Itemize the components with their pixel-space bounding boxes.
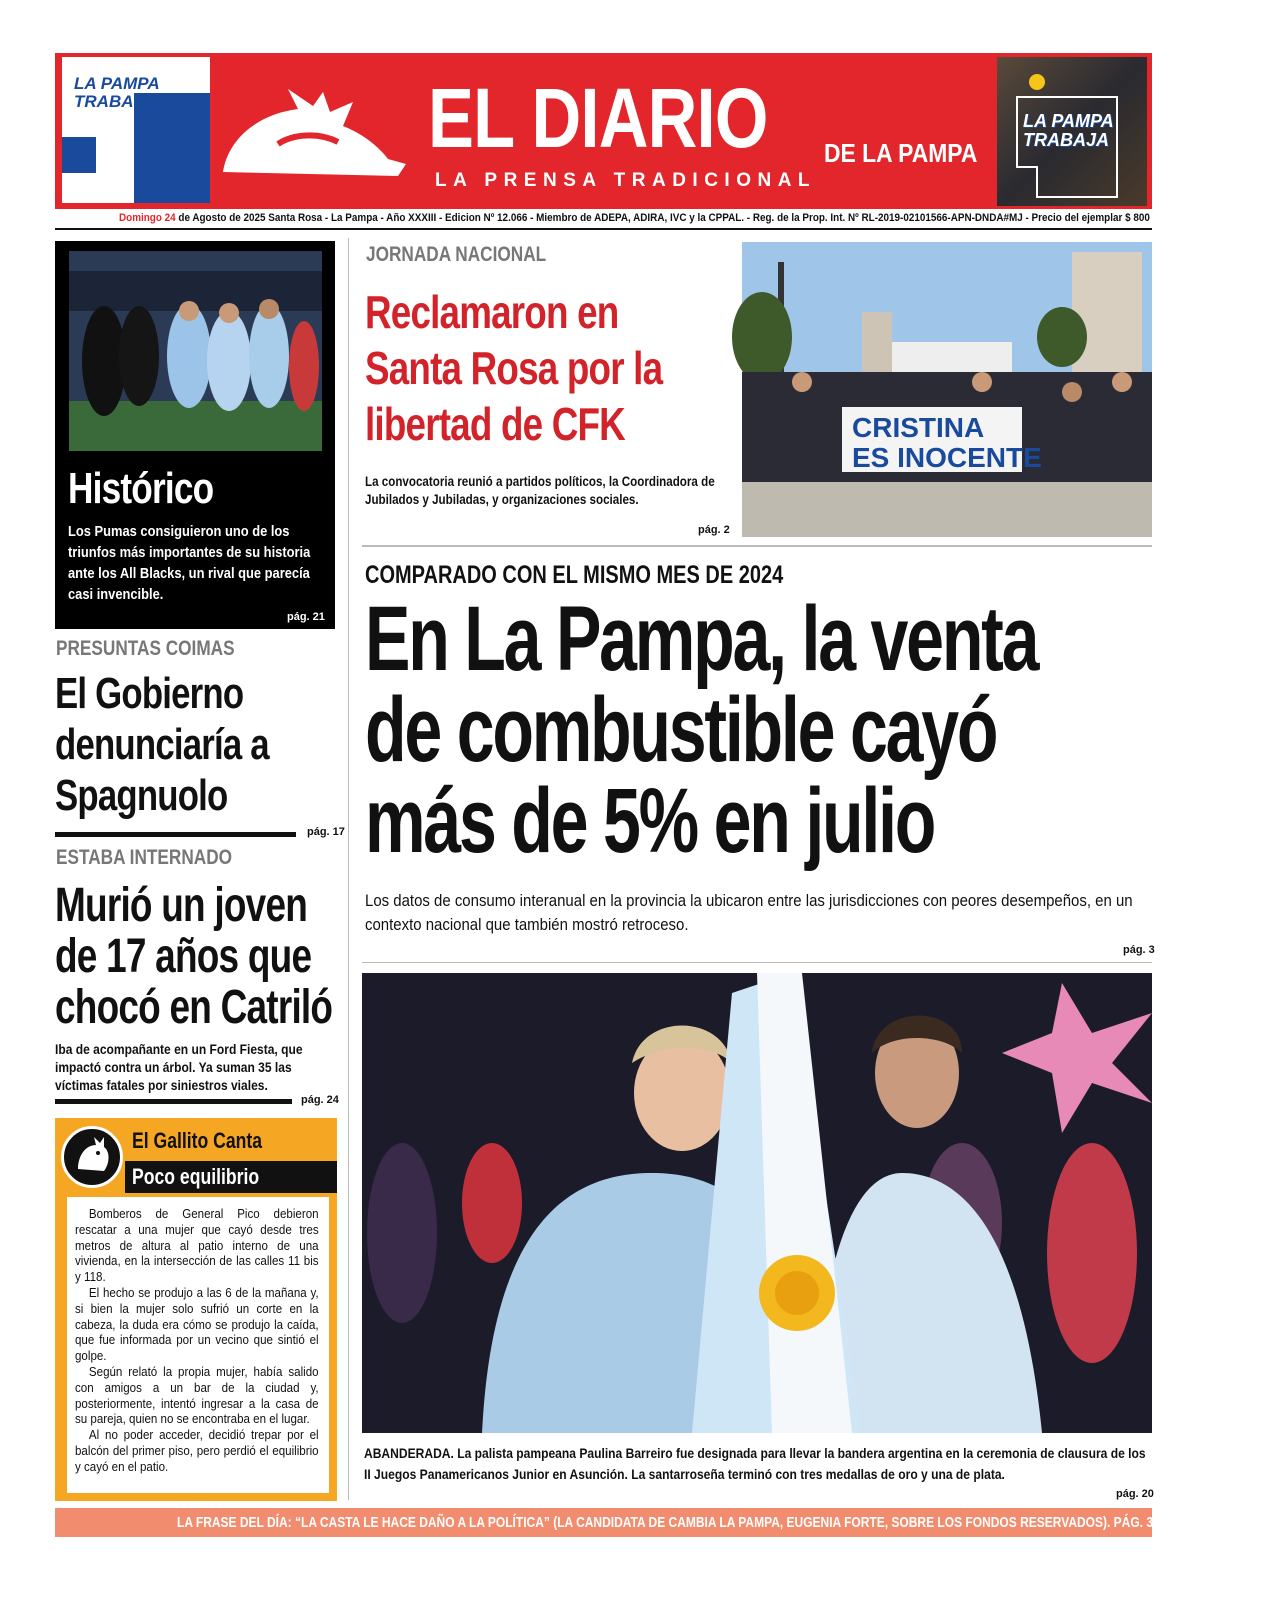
gallito-rooster-glyph xyxy=(64,1129,120,1185)
main-headline[interactable]: En La Pampa, la venta de combustible cayó más de 5% en julio xyxy=(365,588,1038,872)
frase-del-dia[interactable] xyxy=(55,1513,1152,1533)
section-divider xyxy=(362,962,1152,963)
gallito-subtitle[interactable]: Poco equilibrio xyxy=(132,1164,260,1189)
ad-right-line1: LA PAMPA xyxy=(1023,111,1114,131)
column-divider xyxy=(348,238,349,1500)
coimas-divider xyxy=(55,832,296,837)
photo-page: pág. 20 xyxy=(1116,1488,1154,1500)
cfk-text: La convocatoria reunió a partidos políticos, la Coordinadora de Jubilados y Jubiladas, y organizaciones sociales. xyxy=(365,474,715,507)
rugby-photo[interactable] xyxy=(69,251,322,451)
section-divider xyxy=(362,545,1152,547)
cfk-banner-line1: CRISTINA xyxy=(852,412,985,443)
internado-title[interactable]: Murió un joven de 17 años que chocó en Catriló xyxy=(55,879,333,1034)
flag-bearer-photo[interactable] xyxy=(362,973,1152,1433)
gallito-paragraph: El hecho se produjo a las 6 de la mañana y, si bien la mujer solo sufrió un corte en la cabeza, la duda era cómo se produjo la caída, que fue informada por un vecino que sintió el golpe. xyxy=(75,1284,319,1364)
ad-right-line2: TRABAJA xyxy=(1023,130,1110,150)
cfk-kicker: JORNADA NACIONAL xyxy=(366,243,547,266)
gallito-paragraph: Según relató la propia mujer, había salido con amigos a un bar de la ciudad y, posteriormente, intentó ingresar a la casa de su pareja, quien no se encontraba en el lugar. xyxy=(75,1363,319,1427)
province-shape-notch xyxy=(62,137,96,173)
gallito-paragraph: Al no poder acceder, decidió trepar por el balcón del primer piso, pero perdió el equilibrio y cayó en el patio. xyxy=(75,1427,319,1474)
gallito-label: El Gallito Canta xyxy=(132,1128,263,1153)
main-page: pág. 3 xyxy=(1123,944,1155,956)
ad-right-label xyxy=(1023,112,1114,150)
dateline-rest: de Agosto de 2025 Santa Rosa - La Pampa - Año XXXIII - Edicion Nº 12.066 - Miembro de ADEPA, ADIRA, IVC y la CPPAL. - Reg. de la Prop. Int. Nº RL-2019-02101566-APN-DNDA#MJ - Precio del ejemplar $ 800 xyxy=(175,212,1150,224)
ad-left-line2: TRABAJA xyxy=(74,92,156,111)
internado-text: Iba de acompañante en un Ford Fiesta, que impactó contra un árbol. Ya suman 35 las víctimas fatales por siniestros viales. xyxy=(55,1041,303,1093)
coimas-kicker: PRESUNTAS COIMAS xyxy=(56,637,235,660)
brand-subtitle: DE LA PAMPA xyxy=(824,138,978,168)
main-text: Los datos de consumo interanual en la provincia la ubicaron entre las jurisdicciones con peores desempeños, en un contexto nacional que también mostró retroceso. xyxy=(365,891,1133,934)
historico-page: pág. 21 xyxy=(287,611,325,623)
internado-divider xyxy=(55,1099,292,1104)
brand-title[interactable]: EL DIARIO xyxy=(428,71,768,165)
internado-page: pág. 24 xyxy=(301,1094,339,1106)
gallito-paragraph: Bomberos de General Pico debieron rescatar a una mujer que cayó desde tres metros de altura al patio interno de una vivienda, en la intersección de las calles 11 bis y 118. xyxy=(75,1206,319,1285)
coimas-page: pág. 17 xyxy=(307,826,345,838)
la-pampa-trabaja-ad-left[interactable] xyxy=(62,57,210,203)
cfk-title[interactable]: Reclamaron en Santa Rosa por la libertad de CFK xyxy=(365,286,663,450)
frase-text: LA FRASE DEL DÍA: “LA CASTA LE HACE DAÑO A LA POLÍTICA” (LA CANDIDATA DE CAMBIA LA PAMPA, EUGENIA FORTE, SOBRE LOS FONDOS RESERVADOS). PÁG. 3 xyxy=(177,1514,1154,1531)
main-kicker: COMPARADO CON EL MISMO MES DE 2024 xyxy=(365,561,784,589)
la-pampa-trabaja-ad-right[interactable] xyxy=(997,57,1147,206)
gallito-rooster-icon xyxy=(61,1126,123,1188)
historico-text: Los Pumas consiguieron uno de los triunfos más importantes de su historia ante los All Blacks, un rival que parecía casi invencible. xyxy=(68,523,311,603)
rooster-logo-icon xyxy=(218,84,408,184)
ad-left-label xyxy=(74,75,160,111)
dateline xyxy=(119,211,1150,225)
top-divider xyxy=(55,228,1152,230)
cfk-page: pág. 2 xyxy=(698,524,730,536)
historico-title[interactable]: Histórico xyxy=(68,464,214,513)
photo-caption: ABANDERADA. La palista pampeana Paulina Barreiro fue designada para llevar la bandera argentina en la ceremonia de clausura de los II Juegos Panamericanos Junior en Asunción. La santarroseña terminó con tres medallas de oro y una de plata. xyxy=(364,1446,1146,1482)
coimas-title[interactable]: El Gobierno denunciaría a Spagnuolo xyxy=(55,669,269,820)
internado-kicker: ESTABA INTERNADO xyxy=(56,846,233,869)
dateline-day: Domingo 24 xyxy=(119,212,176,224)
brand-tagline: LA PRENSA TRADICIONAL xyxy=(435,170,817,191)
gallito-text xyxy=(75,1206,319,1475)
ad-left-line1: LA PAMPA xyxy=(74,74,160,93)
cfk-banner-line2: ES INOCENTE xyxy=(852,442,1042,473)
cfk-rally-photo[interactable] xyxy=(742,242,1152,537)
